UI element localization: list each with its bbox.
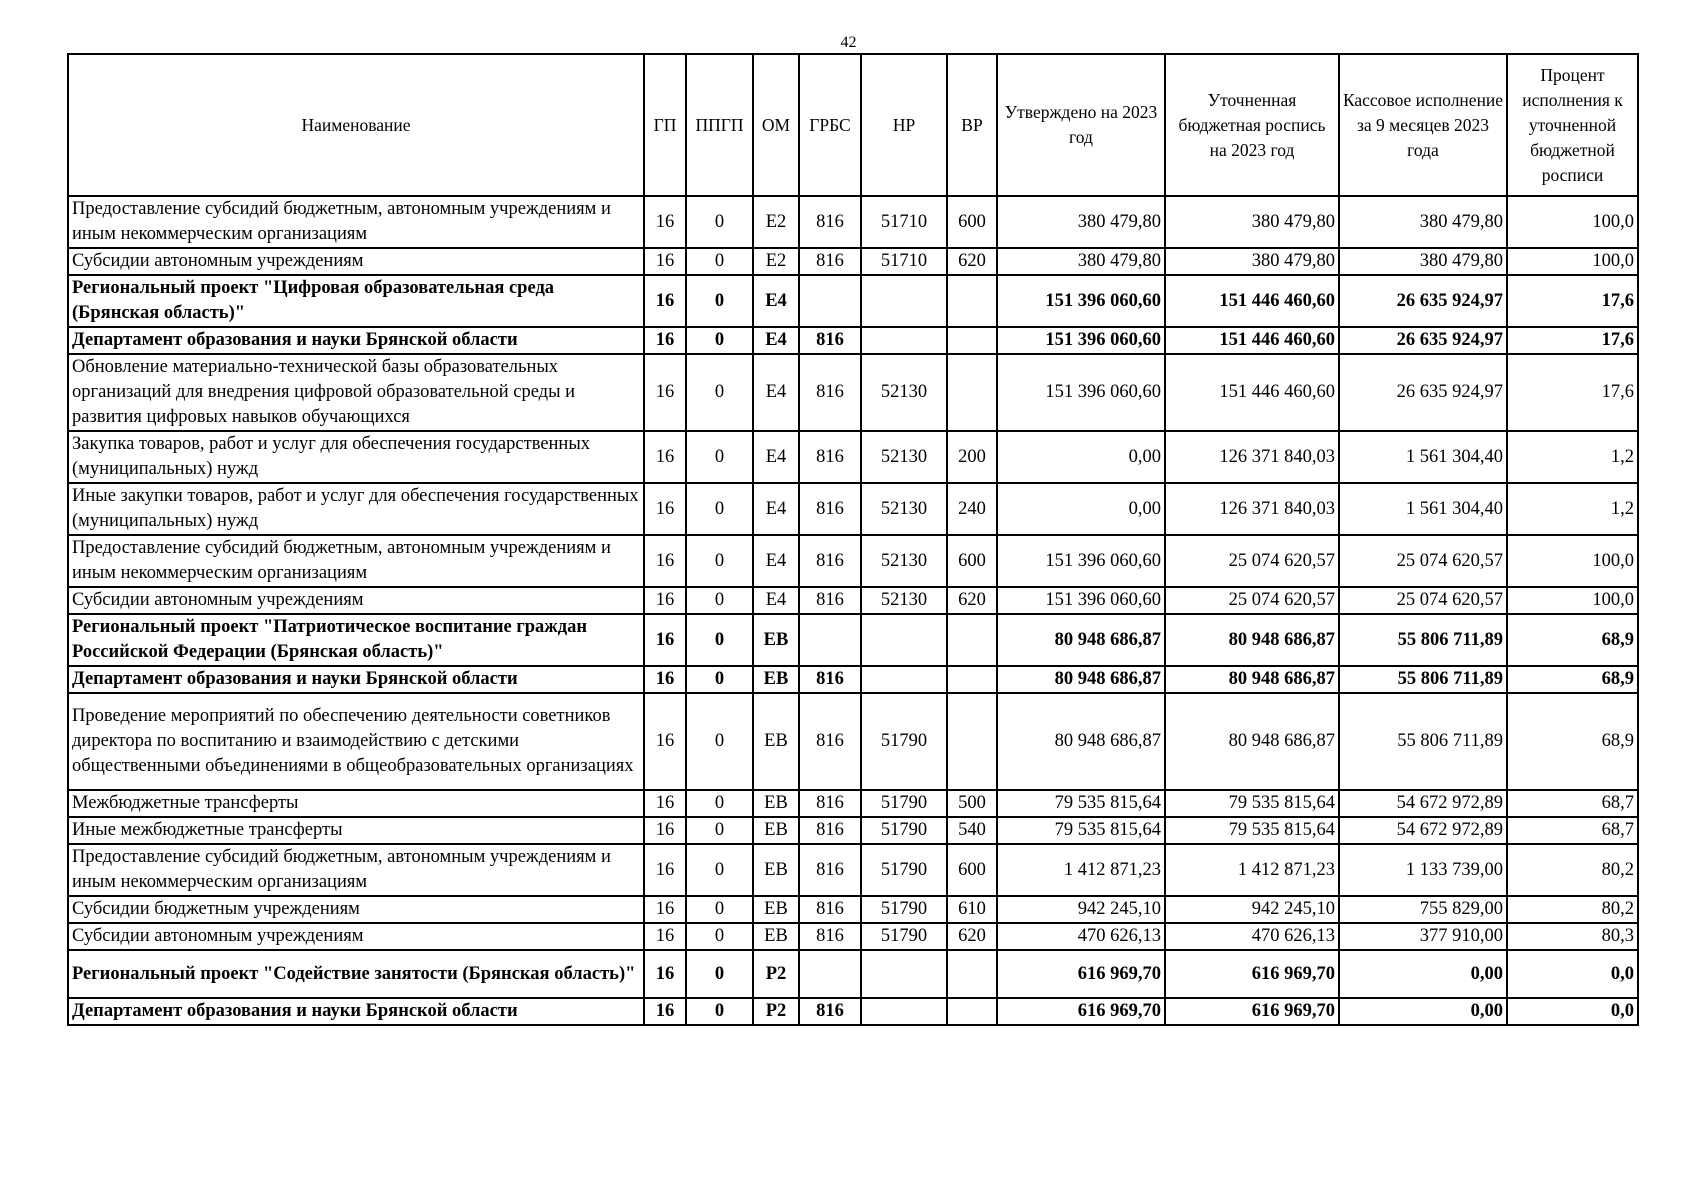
cell-percent: 80,2 [1507,896,1638,923]
cell-om: Е4 [753,327,799,354]
cell-vr: 240 [947,483,997,535]
table-row [68,248,1638,275]
cell-approved: 151 396 060,60 [997,535,1165,587]
cell-grbs: 816 [799,817,861,844]
cell-refined: 80 948 686,87 [1165,666,1339,693]
cell-cash: 26 635 924,97 [1339,354,1507,431]
header-ppgp: ППГП [686,54,753,196]
cell-grbs: 816 [799,998,861,1025]
cell-grbs [799,614,861,666]
cell-percent: 0,0 [1507,998,1638,1025]
table-row [68,535,1638,587]
cell-approved: 0,00 [997,431,1165,483]
table-row [68,998,1638,1025]
cell-name: Региональный проект "Содействие занятости (Брянская область)" [68,950,644,998]
cell-gp: 16 [644,666,686,693]
cell-refined: 151 446 460,60 [1165,354,1339,431]
header-percent: Процент исполнения к уточненной бюджетной росписи [1507,54,1638,196]
table-row [68,790,1638,817]
cell-ppgp: 0 [686,998,753,1025]
cell-refined: 80 948 686,87 [1165,614,1339,666]
table-row [68,354,1638,431]
cell-percent: 100,0 [1507,587,1638,614]
cell-name: Региональный проект "Цифровая образовательная среда (Брянская область)" [68,275,644,327]
cell-refined: 470 626,13 [1165,923,1339,950]
cell-nr [861,950,947,998]
table-row [68,923,1638,950]
cell-name: Департамент образования и науки Брянской области [68,666,644,693]
cell-cash: 1 561 304,40 [1339,431,1507,483]
budget-table [67,53,1639,1026]
cell-ppgp: 0 [686,587,753,614]
cell-approved: 470 626,13 [997,923,1165,950]
cell-om: ЕВ [753,844,799,896]
cell-name: Обновление материально-технической базы образовательных организаций для внедрения цифровой образовательной среды и развития цифровых навыков обучающихся [68,354,644,431]
header-nr: НР [861,54,947,196]
cell-om: Е4 [753,587,799,614]
cell-approved: 151 396 060,60 [997,587,1165,614]
cell-vr: 600 [947,844,997,896]
cell-vr [947,354,997,431]
header-vr: ВР [947,54,997,196]
cell-nr [861,998,947,1025]
table-row [68,483,1638,535]
cell-refined: 942 245,10 [1165,896,1339,923]
cell-grbs: 816 [799,535,861,587]
cell-name: Департамент образования и науки Брянской области [68,327,644,354]
cell-percent: 80,2 [1507,844,1638,896]
cell-gp: 16 [644,693,686,790]
table-row [68,431,1638,483]
cell-approved: 942 245,10 [997,896,1165,923]
cell-ppgp: 0 [686,817,753,844]
cell-percent: 80,3 [1507,923,1638,950]
cell-cash: 54 672 972,89 [1339,790,1507,817]
cell-approved: 151 396 060,60 [997,354,1165,431]
cell-refined: 126 371 840,03 [1165,431,1339,483]
cell-approved: 79 535 815,64 [997,790,1165,817]
header-cash: Кассовое исполнение за 9 месяцев 2023 года [1339,54,1507,196]
cell-vr: 540 [947,817,997,844]
cell-ppgp: 0 [686,354,753,431]
cell-name: Субсидии автономным учреждениям [68,923,644,950]
header-approved: Утверждено на 2023 год [997,54,1165,196]
cell-nr [861,666,947,693]
cell-cash: 25 074 620,57 [1339,535,1507,587]
cell-vr: 600 [947,196,997,248]
cell-percent: 17,6 [1507,354,1638,431]
cell-vr [947,275,997,327]
cell-refined: 25 074 620,57 [1165,587,1339,614]
cell-vr: 600 [947,535,997,587]
table-row [68,817,1638,844]
cell-refined: 79 535 815,64 [1165,790,1339,817]
cell-om: ЕВ [753,790,799,817]
cell-gp: 16 [644,998,686,1025]
table-row [68,693,1638,790]
cell-vr: 610 [947,896,997,923]
cell-grbs: 816 [799,248,861,275]
cell-grbs: 816 [799,431,861,483]
header-refined: Уточненная бюджетная роспись на 2023 год [1165,54,1339,196]
cell-approved: 151 396 060,60 [997,275,1165,327]
cell-grbs: 816 [799,693,861,790]
cell-cash: 0,00 [1339,998,1507,1025]
header-grbs: ГРБС [799,54,861,196]
cell-ppgp: 0 [686,535,753,587]
cell-om: ЕВ [753,666,799,693]
cell-nr: 51790 [861,896,947,923]
cell-cash: 55 806 711,89 [1339,614,1507,666]
cell-refined: 616 969,70 [1165,950,1339,998]
cell-nr: 51790 [861,693,947,790]
cell-percent: 100,0 [1507,535,1638,587]
cell-gp: 16 [644,896,686,923]
cell-vr: 620 [947,923,997,950]
table-row [68,196,1638,248]
cell-om: Е4 [753,483,799,535]
cell-om: ЕВ [753,896,799,923]
cell-percent: 17,6 [1507,327,1638,354]
cell-om: Р2 [753,950,799,998]
table-row [68,896,1638,923]
cell-ppgp: 0 [686,666,753,693]
table-row [68,327,1638,354]
cell-nr [861,614,947,666]
cell-gp: 16 [644,790,686,817]
cell-cash: 380 479,80 [1339,248,1507,275]
cell-cash: 380 479,80 [1339,196,1507,248]
cell-name: Иные закупки товаров, работ и услуг для обеспечения государственных (муниципальных) нужд [68,483,644,535]
cell-refined: 80 948 686,87 [1165,693,1339,790]
cell-percent: 1,2 [1507,431,1638,483]
cell-vr [947,666,997,693]
cell-grbs: 816 [799,327,861,354]
table-header-row [68,54,1638,196]
cell-refined: 380 479,80 [1165,196,1339,248]
cell-ppgp: 0 [686,844,753,896]
cell-cash: 54 672 972,89 [1339,817,1507,844]
cell-name: Предоставление субсидий бюджетным, автономным учреждениям и иным некоммерческим организациям [68,844,644,896]
cell-approved: 616 969,70 [997,950,1165,998]
cell-nr: 51710 [861,196,947,248]
cell-gp: 16 [644,817,686,844]
cell-approved: 1 412 871,23 [997,844,1165,896]
table-row [68,844,1638,896]
cell-ppgp: 0 [686,923,753,950]
cell-name: Закупка товаров, работ и услуг для обеспечения государственных (муниципальных) нужд [68,431,644,483]
cell-percent: 68,9 [1507,693,1638,790]
cell-gp: 16 [644,327,686,354]
cell-ppgp: 0 [686,950,753,998]
cell-name: Предоставление субсидий бюджетным, автономным учреждениям и иным некоммерческим организациям [68,535,644,587]
page-number: 42 [840,34,857,51]
cell-grbs: 816 [799,354,861,431]
cell-approved: 616 969,70 [997,998,1165,1025]
cell-approved: 0,00 [997,483,1165,535]
cell-nr [861,275,947,327]
table-row [68,587,1638,614]
cell-nr: 52130 [861,431,947,483]
cell-ppgp: 0 [686,693,753,790]
cell-gp: 16 [644,923,686,950]
cell-percent: 68,9 [1507,614,1638,666]
cell-grbs: 816 [799,666,861,693]
cell-cash: 1 133 739,00 [1339,844,1507,896]
cell-vr: 500 [947,790,997,817]
cell-refined: 1 412 871,23 [1165,844,1339,896]
cell-ppgp: 0 [686,614,753,666]
cell-ppgp: 0 [686,896,753,923]
cell-refined: 79 535 815,64 [1165,817,1339,844]
cell-percent: 68,7 [1507,817,1638,844]
cell-name: Межбюджетные трансферты [68,790,644,817]
cell-refined: 25 074 620,57 [1165,535,1339,587]
cell-grbs: 816 [799,483,861,535]
cell-approved: 79 535 815,64 [997,817,1165,844]
cell-grbs [799,950,861,998]
cell-refined: 151 446 460,60 [1165,275,1339,327]
cell-nr: 51790 [861,844,947,896]
cell-gp: 16 [644,431,686,483]
cell-nr: 51710 [861,248,947,275]
cell-vr [947,950,997,998]
cell-vr: 200 [947,431,997,483]
cell-name: Проведение мероприятий по обеспечению деятельности советников директора по воспитанию и взаимодействию с детскими общественными объединениями в общеобразовательных организациях [68,693,644,790]
cell-percent: 0,0 [1507,950,1638,998]
cell-gp: 16 [644,614,686,666]
cell-om: Р2 [753,998,799,1025]
cell-om: ЕВ [753,923,799,950]
cell-gp: 16 [644,196,686,248]
header-name: Наименование [68,54,644,196]
table-row [68,666,1638,693]
cell-nr [861,327,947,354]
cell-grbs: 816 [799,587,861,614]
cell-nr: 52130 [861,483,947,535]
cell-om: ЕВ [753,614,799,666]
cell-approved: 380 479,80 [997,196,1165,248]
cell-ppgp: 0 [686,196,753,248]
cell-ppgp: 0 [686,248,753,275]
cell-om: Е2 [753,248,799,275]
cell-grbs: 816 [799,196,861,248]
cell-refined: 126 371 840,03 [1165,483,1339,535]
cell-nr: 52130 [861,354,947,431]
cell-approved: 151 396 060,60 [997,327,1165,354]
cell-gp: 16 [644,950,686,998]
cell-cash: 26 635 924,97 [1339,327,1507,354]
cell-cash: 377 910,00 [1339,923,1507,950]
cell-om: Е4 [753,354,799,431]
cell-cash: 25 074 620,57 [1339,587,1507,614]
table-body [68,196,1638,1025]
cell-vr [947,693,997,790]
table-row [68,275,1638,327]
cell-percent: 1,2 [1507,483,1638,535]
cell-approved: 80 948 686,87 [997,693,1165,790]
cell-name: Региональный проект "Патриотическое воспитание граждан Российской Федерации (Брянская область)" [68,614,644,666]
cell-percent: 100,0 [1507,196,1638,248]
cell-cash: 0,00 [1339,950,1507,998]
cell-grbs: 816 [799,844,861,896]
cell-name: Департамент образования и науки Брянской области [68,998,644,1025]
cell-ppgp: 0 [686,275,753,327]
cell-cash: 1 561 304,40 [1339,483,1507,535]
cell-refined: 380 479,80 [1165,248,1339,275]
cell-grbs [799,275,861,327]
cell-gp: 16 [644,354,686,431]
cell-vr [947,614,997,666]
cell-refined: 616 969,70 [1165,998,1339,1025]
cell-name: Иные межбюджетные трансферты [68,817,644,844]
cell-ppgp: 0 [686,431,753,483]
table-row [68,950,1638,998]
cell-ppgp: 0 [686,790,753,817]
cell-vr [947,327,997,354]
cell-nr: 51790 [861,817,947,844]
cell-ppgp: 0 [686,327,753,354]
cell-approved: 80 948 686,87 [997,666,1165,693]
cell-percent: 17,6 [1507,275,1638,327]
cell-vr: 620 [947,587,997,614]
cell-grbs: 816 [799,923,861,950]
cell-vr [947,998,997,1025]
cell-om: Е2 [753,196,799,248]
cell-cash: 26 635 924,97 [1339,275,1507,327]
cell-percent: 68,9 [1507,666,1638,693]
cell-nr: 51790 [861,790,947,817]
cell-percent: 100,0 [1507,248,1638,275]
cell-refined: 151 446 460,60 [1165,327,1339,354]
cell-approved: 380 479,80 [997,248,1165,275]
cell-cash: 755 829,00 [1339,896,1507,923]
cell-nr: 52130 [861,587,947,614]
cell-om: Е4 [753,275,799,327]
cell-cash: 55 806 711,89 [1339,666,1507,693]
cell-name: Предоставление субсидий бюджетным, автономным учреждениям и иным некоммерческим организациям [68,196,644,248]
header-gp: ГП [644,54,686,196]
cell-om: ЕВ [753,817,799,844]
cell-approved: 80 948 686,87 [997,614,1165,666]
cell-nr: 51790 [861,923,947,950]
cell-ppgp: 0 [686,483,753,535]
cell-gp: 16 [644,248,686,275]
cell-om: Е4 [753,431,799,483]
cell-gp: 16 [644,587,686,614]
cell-vr: 620 [947,248,997,275]
cell-name: Субсидии бюджетным учреждениям [68,896,644,923]
cell-cash: 55 806 711,89 [1339,693,1507,790]
cell-gp: 16 [644,275,686,327]
cell-om: Е4 [753,535,799,587]
table-row [68,614,1638,666]
cell-om: ЕВ [753,693,799,790]
cell-gp: 16 [644,535,686,587]
cell-percent: 68,7 [1507,790,1638,817]
header-om: ОМ [753,54,799,196]
cell-name: Субсидии автономным учреждениям [68,248,644,275]
cell-nr: 52130 [861,535,947,587]
cell-gp: 16 [644,483,686,535]
cell-grbs: 816 [799,790,861,817]
cell-gp: 16 [644,844,686,896]
cell-grbs: 816 [799,896,861,923]
cell-name: Субсидии автономным учреждениям [68,587,644,614]
